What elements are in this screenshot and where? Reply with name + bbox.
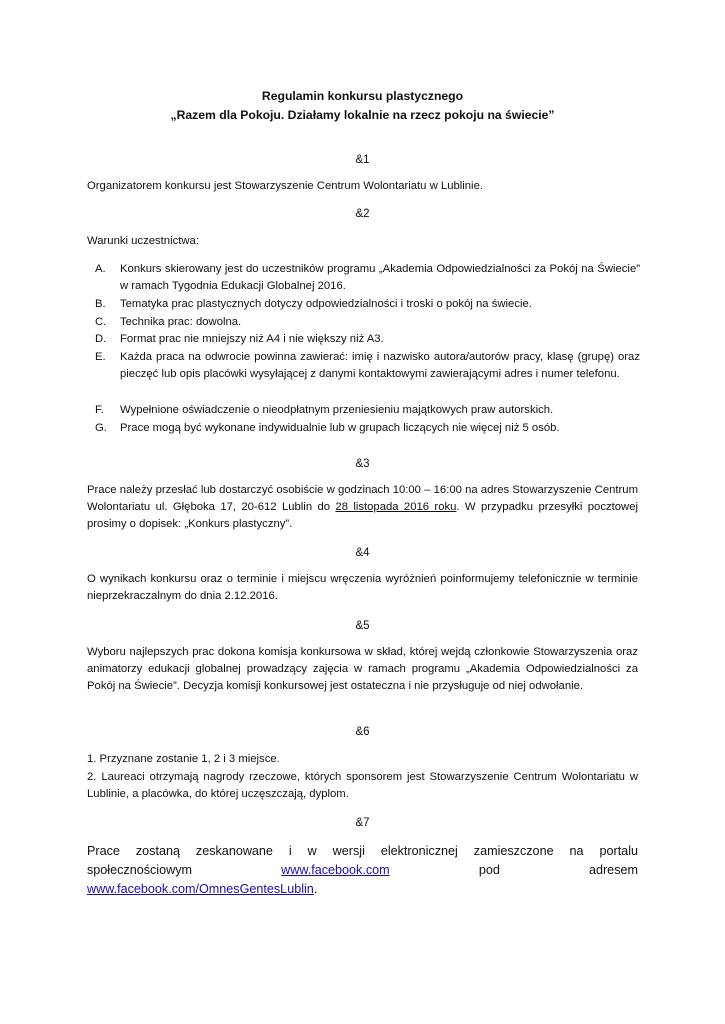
section-7-heading: &7 [355, 817, 370, 829]
section-3-heading: &3 [355, 458, 370, 470]
list-item-text: Każda praca na odwrocie powinna zawierać: imię i nazwisko autora/autorów pracy, klasę (grupę) oraz pieczęć lub opis placówki wysyłającej z danymi kontaktowymi zawierającymi adres i numer telefonu. [120, 351, 640, 380]
section-3-text-after: . W przypadku przesyłki pocztowej prosimy o dopisek: „Konkurs plastyczny”. [87, 501, 638, 530]
list-item-label: B. [95, 298, 106, 310]
section-4-text: O wynikach konkursu oraz o terminie i miejscu wręczenia wyróżnień poinformujemy telefonicznie w terminie nieprzekraczalnym do dnia 2.12.2016. [87, 573, 638, 602]
section-6-line-1: 1. Przyznane zostanie 1, 2 i 3 miejsce. [87, 753, 280, 765]
list-item-text: Konkurs skierowany jest do uczestników programu „Akademia Odpowiedzialności za Pokój na Świecie” w ramach Tygodnia Edukacji Globalnej 2016. [120, 263, 640, 292]
document-title: Regulamin konkursu plastycznego [261, 89, 464, 103]
list-item-label: E. [95, 351, 106, 363]
section-7-trail: . [313, 882, 318, 896]
list-item-label: D. [95, 333, 107, 345]
section-3-text [87, 482, 638, 533]
section-2-heading: &2 [355, 208, 370, 220]
section-7-word-a: społecznościowym [87, 863, 192, 877]
section-7-word-b: pod [478, 863, 500, 877]
facebook-link[interactable]: www.facebook.com [281, 863, 390, 877]
list-item-text: Tematyka prac plastycznych dotyczy odpowiedzialności i troski o pokój na świecie. [120, 298, 532, 310]
list-item-label: C. [95, 316, 107, 328]
list-item-label: A. [95, 263, 106, 275]
section-7-line-3 [87, 880, 638, 899]
section-1-text: Organizatorem konkursu jest Stowarzyszenie Centrum Wolontariatu w Lublinie. [87, 180, 483, 192]
section-7-line-1 [87, 842, 638, 861]
list-item-label: G. [95, 422, 107, 434]
deadline-date: 28 listopada 2016 roku [335, 501, 457, 513]
section-2-intro: Warunki uczestnictwa: [87, 235, 199, 247]
section-6-heading: &6 [355, 726, 370, 738]
section-7-line-2 [87, 861, 638, 880]
list-item-text: Wypełnione oświadczenie o nieodpłatnym przeniesieniu majątkowych praw autorskich. [120, 404, 554, 416]
section-7-text [87, 842, 638, 899]
list-item-text: Prace mogą być wykonane indywidualnie lub w grupach liczących nie więcej niż 5 osób. [120, 422, 560, 434]
section-7-line-1-text: Prace zostaną zeskanowane i w wersji elektronicznej zamieszczone na portalu [87, 844, 638, 858]
facebook-page-link[interactable]: www.facebook.com/OmnesGentesLublin [87, 882, 314, 896]
document-subtitle: „Razem dla Pokoju. Działamy lokalnie na rzecz pokoju na świecie” [170, 108, 555, 122]
section-5-heading: &5 [355, 620, 370, 632]
section-6-line-2: 2. Laureaci otrzymają nagrody rzeczowe, których sponsorem jest Stowarzyszenie Centrum Wolontariatu w Lublinie, a placówka, do której uczęszczają, dyplom. [87, 771, 638, 800]
section-5-text: Wyboru najlepszych prac dokona komisja konkursowa w skład, której wejdą członkowie Stowarzyszenia oraz animatorzy edukacji globalnej prowadzący zajęcia w ramach programu „Akademia Odpowiedzialności za Pokój na Świecie”. Decyzja komisji konkursowej jest ostateczna i nie przysługuje od niej odwołanie. [87, 646, 638, 692]
list-item-text: Format prac nie mniejszy niż A4 i nie większy niż A3. [120, 333, 384, 345]
section-1-heading: &1 [355, 154, 370, 166]
section-4-heading: &4 [355, 547, 370, 559]
list-item-text: Technika prac: dowolna. [120, 316, 242, 328]
list-item-label: F. [95, 404, 104, 416]
section-3-text-before: Prace należy przesłać lub dostarczyć osobiście w godzinach 10:00 – 16:00 na adres Stowarzyszenie Centrum Wolontariatu ul. Głęboka 17, 20-612 Lublin do [87, 484, 638, 513]
section-7-word-c: adresem [588, 863, 638, 877]
